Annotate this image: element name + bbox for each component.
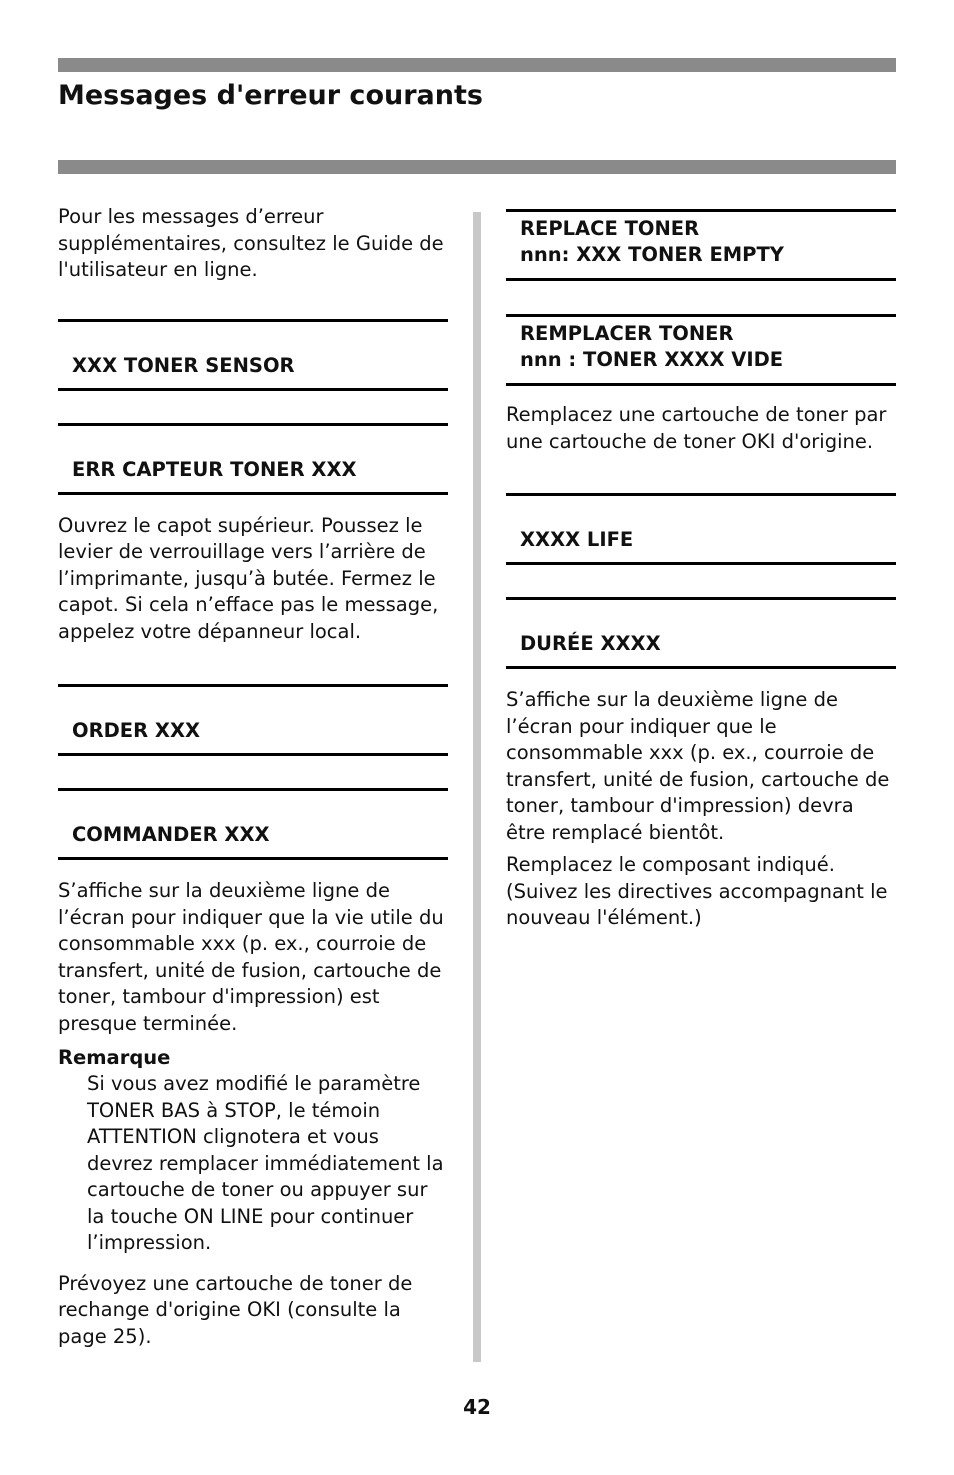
- sensor-description: Ouvrez le capot supérieur. Poussez le levier de verrouillage vers l’arrière de l’imprimante, jusqu’à butée. Fermez le capot. Si cela n’efface pas le message, appelez votre dépanneur local.: [58, 513, 439, 643]
- message-box-toner-sensor-en: [58, 319, 448, 391]
- page-number: 42: [463, 1395, 491, 1419]
- intro-text: Pour les messages d’erreur supplémentaires, consultez le Guide de l'utilisateur en ligne.: [58, 205, 444, 281]
- message-code: XXX TONER SENSOR: [72, 353, 295, 377]
- spare-toner-text: Prévoyez une cartouche de toner de rechange d'origine OKI (consulte la page 25).: [58, 1271, 413, 1348]
- note-text: Si vous avez modifié le paramètre TONER BAS à STOP, le témoin ATTENTION clignotera et vous devrez remplacer immédiatement la cartouche de toner ou appuyer sur la touche ON LINE pour continuer l’impression.: [87, 1072, 444, 1254]
- note-label: Remarque: [58, 1046, 171, 1069]
- message-box-life-en: [506, 493, 896, 565]
- message-code-line-2: nnn : TONER XXXX VIDE: [520, 348, 784, 371]
- message-box-replace-toner-fr: [506, 314, 896, 386]
- right-column: [506, 200, 896, 932]
- left-column: [58, 200, 448, 1350]
- message-code: COMMANDER XXX: [72, 823, 270, 846]
- column-divider: [473, 212, 481, 1362]
- message-code: DURÉE XXXX: [520, 632, 661, 655]
- replace-description: Remplacez une cartouche de toner par une cartouche de toner OKI d'origine.: [506, 403, 887, 453]
- message-code: XXXX LIFE: [520, 528, 634, 551]
- message-code: ORDER XXX: [72, 719, 201, 742]
- message-code-line-1: REMPLACER TONER: [520, 322, 734, 345]
- life-description: S’affiche sur la deuxième ligne de l’écran pour indiquer que le consommable xxx (p. ex., courroie de transfert, unité de fusion, cartouche de toner, tambour d'impression) devra être remplacé bientôt.: [506, 688, 890, 844]
- message-code: ERR CAPTEUR TONER XXX: [72, 457, 357, 481]
- message-box-life-fr: [506, 597, 896, 669]
- order-description: S’affiche sur la deuxième ligne de l’écran pour indiquer que la vie utile du consommable xxx (p. ex., courroie de transfert, unité de fusion, cartouche de toner, tambour d'impression) est presque terminée.: [58, 879, 444, 1035]
- title-underline-rule: [58, 160, 896, 174]
- message-box-order-fr: [58, 788, 448, 860]
- message-box-replace-toner-en: [506, 209, 896, 281]
- message-code-line-2: nnn: XXX TONER EMPTY: [520, 243, 784, 266]
- message-code-line-1: REPLACE TONER: [520, 217, 700, 240]
- life-action: Remplacez le composant indiqué. (Suivez les directives accompagnant le nouveau l'élément.): [506, 853, 888, 929]
- message-box-toner-sensor-fr: [58, 423, 448, 495]
- page-title: Messages d'erreur courants: [58, 80, 483, 111]
- top-rule: [58, 58, 896, 72]
- message-box-order-en: [58, 684, 448, 756]
